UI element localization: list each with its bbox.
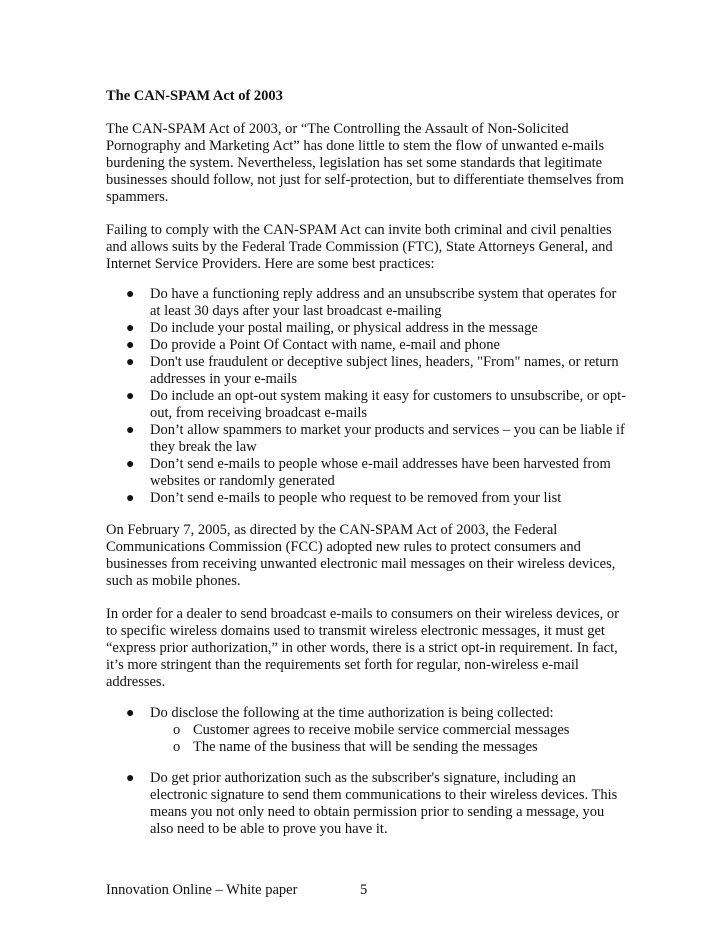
disclosure-list [106, 705, 626, 756]
paragraph-line: addresses. [106, 674, 166, 690]
paragraph-line: Communications Commission (FCC) adopted new rules to protect consumers and [106, 539, 581, 555]
bullet-icon: ● [126, 338, 135, 353]
hollow-bullet-icon: o [173, 722, 181, 738]
sub-list-item: o Customer agrees to receive mobile service commercial messages [173, 722, 570, 738]
paragraph-fcc-rules [106, 522, 626, 590]
bullet-icon: ● [126, 423, 135, 438]
bullet-icon: ● [126, 287, 135, 302]
list-item: ● Do get prior authorization such as the subscriber's signature, including an electronic signature to send them communications to their wireless devices. This means you not only need to obtain permission prior to sending a message, you also need to be able to prove you have it. [126, 770, 618, 837]
list-item: ● Do include your postal mailing, or physical address in the message [126, 320, 538, 336]
list-item: ● Don’t send e-mails to people who request to be removed from your list [126, 490, 562, 506]
footer-title: Innovation Online – White paper [106, 882, 298, 898]
paragraph-line: The CAN-SPAM Act of 2003, or “The Controlling the Assault of Non-Solicited [106, 121, 569, 137]
authorization-list [106, 770, 626, 838]
list-item: ● Do have a functioning reply address and an unsubscribe system that operates for at least 30 days after your last broadcast e-mailing [126, 286, 617, 319]
list-item: ● Don’t allow spammers to market your products and services – you can be liable if they break the law [126, 422, 625, 455]
sub-list-item: o The name of the business that will be sending the messages [173, 739, 538, 755]
sub-list [150, 722, 626, 756]
paragraph-line: burdening the system. Nevertheless, legislation has set some standards that legitimate [106, 155, 603, 171]
paragraph-intro [106, 121, 626, 206]
hollow-bullet-icon: o [173, 739, 181, 755]
list-item: ● Do include an opt-out system making it easy for customers to unsubscribe, or opt- out, from receiving broadcast e-mails [126, 388, 626, 421]
paragraph-line: Internet Service Providers. Here are some best practices: [106, 256, 435, 272]
paragraph-line: In order for a dealer to send broadcast e-mails to consumers on their wireless devices, or [106, 606, 619, 622]
bullet-icon: ● [126, 389, 135, 404]
paragraph-line: Failing to comply with the CAN-SPAM Act can invite both criminal and civil penalties [106, 222, 612, 238]
paragraph-wireless [106, 606, 626, 691]
paragraph-line: On February 7, 2005, as directed by the CAN-SPAM Act of 2003, the Federal [106, 522, 558, 538]
paragraph-line: to specific wireless domains used to transmit wireless electronic messages, it must get [106, 623, 605, 639]
bullet-icon: ● [126, 321, 135, 336]
page-number: 5 [360, 882, 368, 898]
list-item: ● Do disclose the following at the time authorization is being collected: o Customer agrees to receive mobile service commercial messages o The name of the business that will be sending the messages [106, 705, 626, 756]
paragraph-penalties [106, 222, 626, 273]
paragraph-line: spammers. [106, 189, 169, 205]
paragraph-line: Pornography and Marketing Act” has done little to stem the flow of unwanted e-mails [106, 138, 605, 154]
bullet-icon: ● [126, 457, 135, 472]
list-item: ● Do provide a Point Of Contact with name, e-mail and phone [126, 337, 500, 353]
bullet-icon: ● [126, 491, 135, 506]
paragraph-line: such as mobile phones. [106, 573, 241, 589]
best-practices-list [106, 286, 626, 507]
bullet-icon: ● [126, 355, 135, 370]
paragraph-line: businesses from receiving unwanted electronic mail messages on their wireless devices, [106, 556, 616, 572]
list-item: ● Don’t send e-mails to people whose e-mail addresses have been harvested from websites or randomly generated [126, 456, 611, 489]
bullet-icon: ● [126, 771, 135, 786]
paragraph-line: it’s more stringent than the requirements set forth for regular, non-wireless e-mail [106, 657, 579, 673]
list-item: ● Don't use fraudulent or deceptive subject lines, headers, "From" names, or return addresses in your e-mails [126, 354, 619, 387]
paragraph-line: and allows suits by the Federal Trade Commission (FTC), State Attorneys General, and [106, 239, 613, 255]
paragraph-line: “express prior authorization,” in other words, there is a strict opt-in requirement. In fact, [106, 640, 618, 656]
bullet-icon: ● [126, 706, 135, 721]
paragraph-line: businesses should follow, not just for self-protection, but to differentiate themselves from [106, 172, 624, 188]
section-heading: The CAN-SPAM Act of 2003 [106, 88, 283, 104]
